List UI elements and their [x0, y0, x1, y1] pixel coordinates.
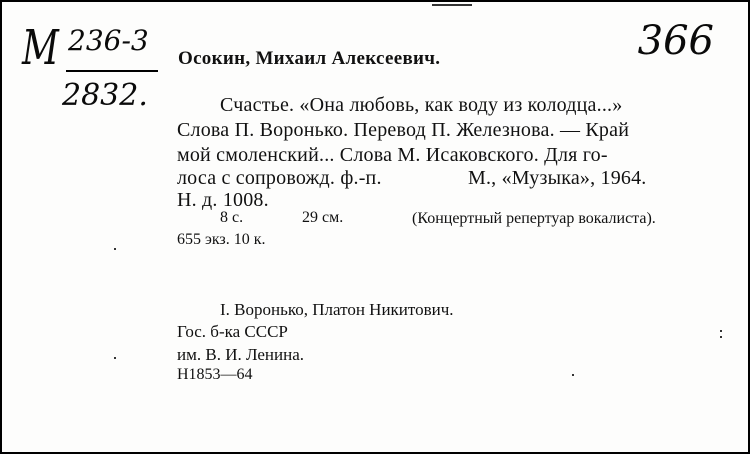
- series-statement: (Концертный репертуар вокалиста).: [412, 210, 656, 227]
- shelfmark-top: 236-3: [68, 24, 149, 57]
- shelfmark-letter: М: [22, 20, 59, 76]
- speck: [572, 374, 574, 376]
- imprint: М., «Музыка», 1964.: [468, 167, 647, 189]
- author-heading: Осокин, Михаил Алексеевич.: [178, 48, 441, 69]
- inventory-number: 366: [637, 18, 714, 64]
- tracing-entry: I. Воронько, Платон Никитович.: [220, 300, 454, 319]
- description-line: мой смоленский... Слова М. Исаковского. Для го-: [177, 144, 608, 166]
- library-dedication: им. В. И. Ленина.: [177, 345, 305, 364]
- pages: 8 с.: [220, 209, 244, 226]
- shelfmark-divider: [66, 70, 158, 72]
- size: 29 см.: [302, 209, 344, 226]
- description-line: Слова П. Воронько. Перевод П. Железнова. — Край: [177, 119, 630, 141]
- description-line: лоса с сопровожд. ф.-п.: [177, 167, 382, 189]
- speck: [432, 4, 472, 6]
- speck: [114, 248, 116, 250]
- plate-number: Н. д. 1008.: [177, 189, 269, 211]
- description-line: Счастье. «Она любовь, как воду из колодца...»: [220, 94, 623, 116]
- speck: [720, 330, 722, 332]
- shelfmark-bottom: 2832.: [62, 78, 148, 113]
- speck: [720, 336, 722, 338]
- library-name: Гос. б-ка СССР: [177, 322, 288, 341]
- print-run: 655 экз. 10 к.: [177, 231, 266, 248]
- speck: [114, 357, 116, 359]
- card-number: Н1853—64: [177, 366, 253, 383]
